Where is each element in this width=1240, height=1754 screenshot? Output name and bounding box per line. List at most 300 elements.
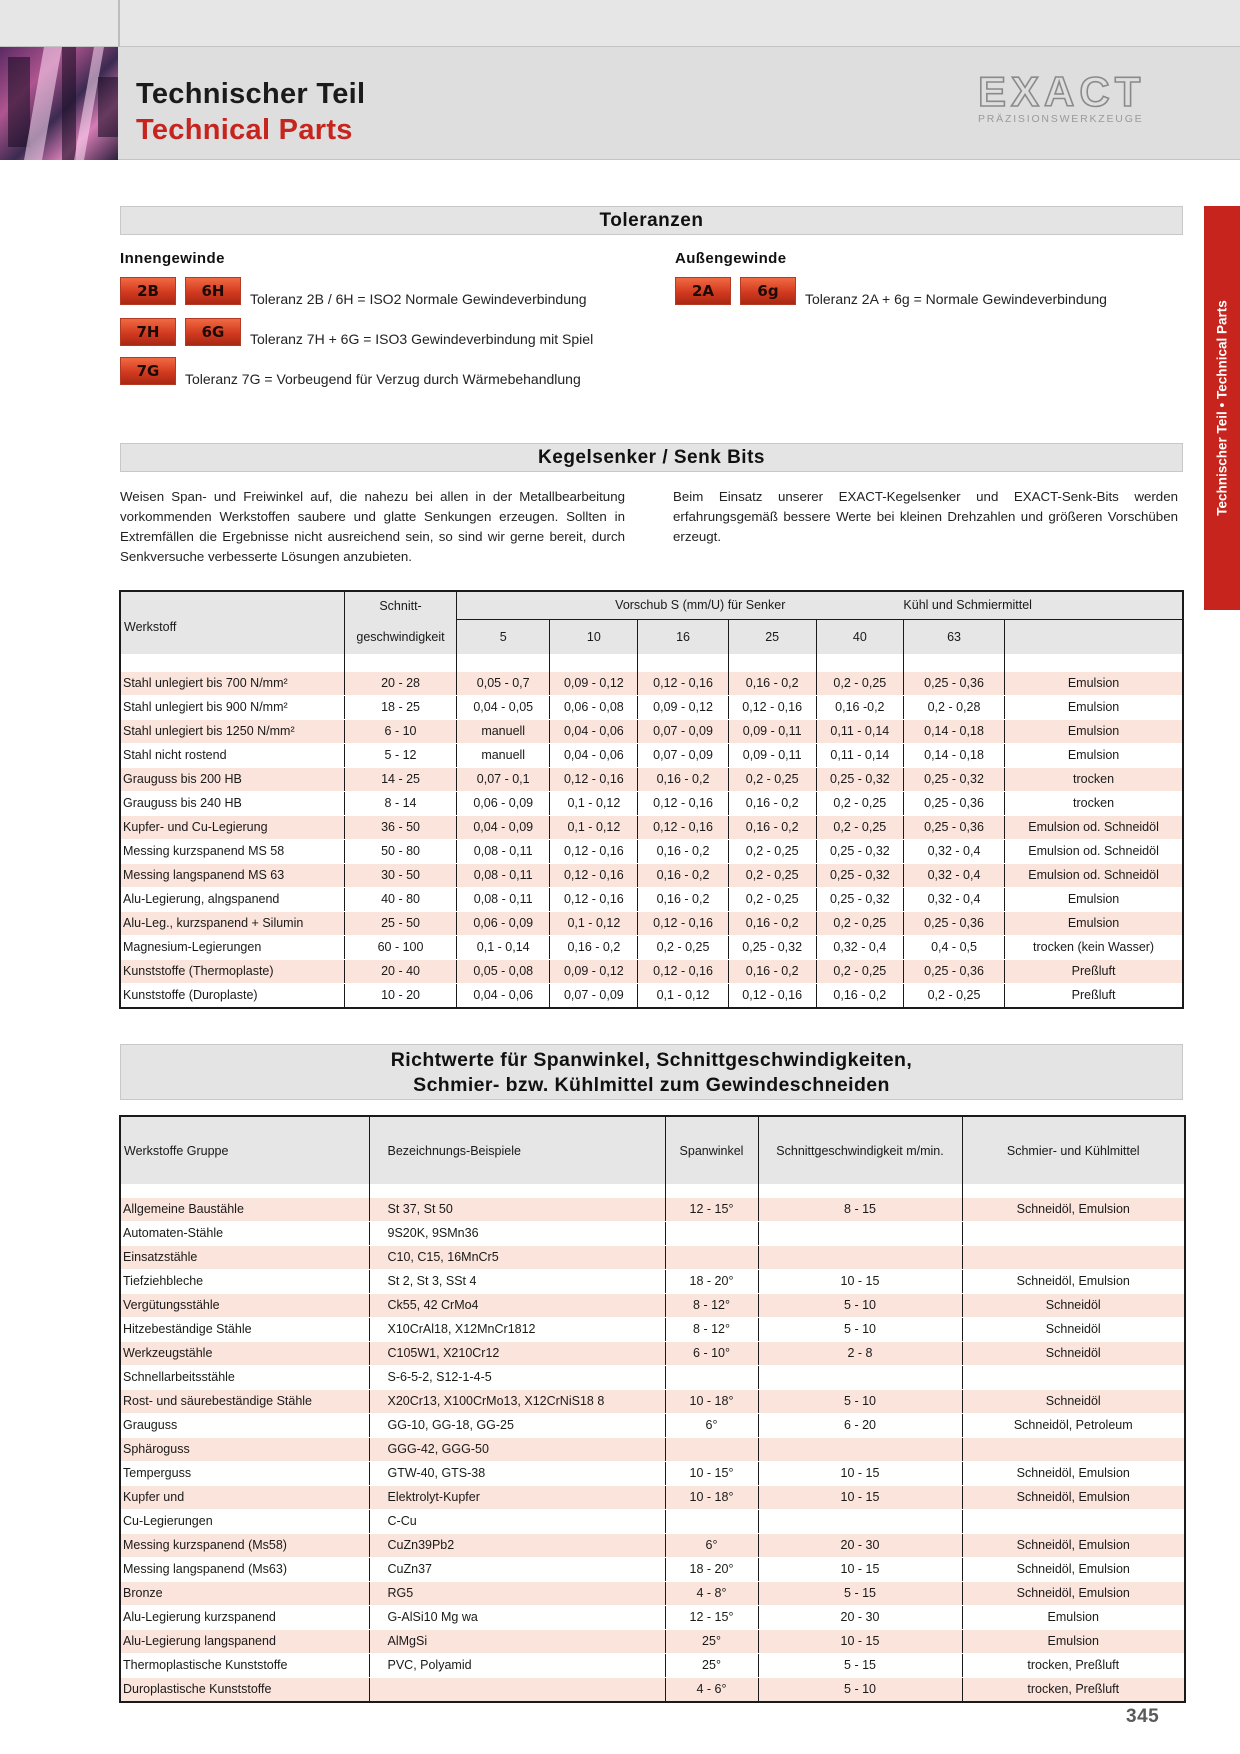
cell-schnittgeschwindigkeit: 36 - 50: [344, 816, 456, 840]
cell-schmiermittel: Schneidöl, Emulsion: [962, 1582, 1185, 1606]
cell-vorschub: 0,07 - 0,09: [638, 720, 728, 744]
cell-vorschub: 0,12 - 0,16: [638, 816, 728, 840]
cell-schmiermittel: [962, 1246, 1185, 1270]
cell-spanwinkel: 6 - 10°: [665, 1342, 758, 1366]
table-row: [120, 1390, 1185, 1414]
cell-schnittgeschwindigkeit: 20 - 40: [344, 960, 456, 984]
cell-vorschub: 0,06 - 0,08: [550, 696, 638, 720]
cell-spanwinkel: [665, 1222, 758, 1246]
tolerance-text: Toleranz 2B / 6H = ISO2 Normale Gewindeverbindung: [250, 291, 587, 307]
table-row: [120, 912, 1183, 936]
cell-spanwinkel: 6°: [665, 1534, 758, 1558]
cell-vorschub: 0,16 - 0,2: [638, 768, 728, 792]
cell-schnittgeschwindigkeit: 5 - 12: [344, 744, 456, 768]
cell-vorschub: 0,12 - 0,16: [550, 840, 638, 864]
cell-schmiermittel: Schneidöl, Emulsion: [962, 1486, 1185, 1510]
cell-vorschub: 0,2 - 0,25: [816, 672, 903, 696]
cell-schnittgeschwindigkeit: 10 - 15: [758, 1270, 962, 1294]
richtwerte-table-body: [120, 1198, 1185, 1702]
cell-schnittgeschwindigkeit: 60 - 100: [344, 936, 456, 960]
cell-vorschub: 0,2 - 0,25: [728, 768, 816, 792]
cell-schnittgeschwindigkeit: [758, 1246, 962, 1270]
cell-spanwinkel: 18 - 20°: [665, 1558, 758, 1582]
cell-vorschub: 0,2 - 0,25: [816, 960, 903, 984]
table-row: [120, 696, 1183, 720]
table-row: [120, 1438, 1185, 1462]
tolerance-badge: 6g: [740, 277, 796, 305]
cell-kuehlmittel: Emulsion: [1005, 744, 1183, 768]
table-row: [120, 1414, 1185, 1438]
cell-bezeichnung: GTW-40, GTS-38: [369, 1462, 665, 1486]
table-row: [120, 864, 1183, 888]
cell-werkstoffgruppe: Rost- und säurebeständige Stähle: [120, 1390, 369, 1414]
page-number: 345: [1126, 1706, 1160, 1727]
cell-schnittgeschwindigkeit: 25 - 50: [344, 912, 456, 936]
kegelsenker-table: [119, 590, 1184, 1009]
cell-vorschub: 0,16 -0,2: [816, 696, 903, 720]
table-row: [120, 816, 1183, 840]
cell-bezeichnung: PVC, Polyamid: [369, 1654, 665, 1678]
cell-vorschub: 0,16 - 0,2: [728, 912, 816, 936]
tolerance-badge: 6G: [185, 318, 241, 346]
cell-vorschub: 0,12 - 0,16: [638, 672, 728, 696]
cell-werkstoffgruppe: Werkzeugstähle: [120, 1342, 369, 1366]
cell-vorschub: 0,16 - 0,2: [638, 864, 728, 888]
cell-vorschub: 0,2 - 0,25: [816, 912, 903, 936]
cell-schnittgeschwindigkeit: 8 - 15: [758, 1198, 962, 1222]
cell-schmiermittel: trocken, Preßluft: [962, 1654, 1185, 1678]
tolerance-badge: 2A: [675, 277, 731, 305]
cell-werkstoffgruppe: Einsatzstähle: [120, 1246, 369, 1270]
tolerance-text: Toleranz 2A + 6g = Normale Gewindeverbindung: [805, 291, 1107, 307]
section-title-kegelsenker: Kegelsenker / Senk Bits: [120, 443, 1183, 472]
cell-schmiermittel: Schneidöl, Emulsion: [962, 1198, 1185, 1222]
cell-kuehlmittel: trocken: [1005, 768, 1183, 792]
table-row: [120, 1606, 1185, 1630]
cell-vorschub: 0,11 - 0,14: [816, 720, 903, 744]
cell-schnittgeschwindigkeit: 10 - 15: [758, 1486, 962, 1510]
cell-werkstoffgruppe: Hitzebeständige Stähle: [120, 1318, 369, 1342]
cell-kuehlmittel: Emulsion od. Schneidöl: [1005, 840, 1183, 864]
col-header-schmiermittel: Schmier- und Kühlmittel: [962, 1116, 1185, 1184]
cell-vorschub: 0,05 - 0,08: [457, 960, 550, 984]
cell-vorschub: 0,09 - 0,12: [550, 672, 638, 696]
cell-spanwinkel: 25°: [665, 1654, 758, 1678]
cell-vorschub: 0,16 - 0,2: [638, 888, 728, 912]
cell-schnittgeschwindigkeit: [758, 1366, 962, 1390]
richtwerte-table: [119, 1115, 1186, 1703]
header-rule: [118, 159, 1240, 160]
tolerance-badge: 2B: [120, 277, 176, 305]
tolerance-text: Toleranz 7G = Vorbeugend für Verzug durch Wärmebehandlung: [185, 371, 581, 387]
cell-werkstoff: Alu-Leg., kurzspanend + Silumin: [120, 912, 344, 936]
cell-bezeichnung: S-6-5-2, S12-1-4-5: [369, 1366, 665, 1390]
cell-bezeichnung: 9S20K, 9SMn36: [369, 1222, 665, 1246]
cell-schmiermittel: Schneidöl, Petroleum: [962, 1414, 1185, 1438]
cell-vorschub: 0,16 - 0,2: [728, 792, 816, 816]
cell-werkstoffgruppe: Temperguss: [120, 1462, 369, 1486]
brand-name: EXACT: [978, 68, 1146, 115]
cell-spanwinkel: 6°: [665, 1414, 758, 1438]
cell-schnittgeschwindigkeit: 8 - 14: [344, 792, 456, 816]
cell-vorschub: 0,25 - 0,36: [903, 672, 1004, 696]
cell-vorschub: 0,12 - 0,16: [550, 768, 638, 792]
cell-vorschub: 0,04 - 0,06: [457, 984, 550, 1009]
richtwerte-title-line2: Schmier- bzw. Kühlmittel zum Gewindeschneiden: [413, 1074, 890, 1096]
cell-bezeichnung: CuZn39Pb2: [369, 1534, 665, 1558]
col-header-diameter: 25: [728, 619, 816, 654]
cell-schnittgeschwindigkeit: 20 - 30: [758, 1534, 962, 1558]
cell-spanwinkel: 4 - 8°: [665, 1582, 758, 1606]
cell-spanwinkel: [665, 1510, 758, 1534]
table-row: [120, 720, 1183, 744]
cell-schnittgeschwindigkeit: 5 - 10: [758, 1390, 962, 1414]
table-row: [120, 1462, 1185, 1486]
cell-schmiermittel: [962, 1366, 1185, 1390]
table-row: [120, 1486, 1185, 1510]
col-header-bezeichnung: Bezeichnungs-Beispiele: [369, 1116, 665, 1184]
cell-vorschub: 0,04 - 0,06: [550, 720, 638, 744]
page-title-en: Technical Parts: [136, 114, 353, 146]
col-header-schnitt: Schnitt-: [344, 591, 456, 619]
table-row: [120, 1198, 1185, 1222]
table-row: [120, 1342, 1185, 1366]
cell-schnittgeschwindigkeit: 6 - 20: [758, 1414, 962, 1438]
cell-werkstoff: Messing langspanend MS 63: [120, 864, 344, 888]
cell-schmiermittel: [962, 1438, 1185, 1462]
cell-bezeichnung: G-AlSi10 Mg wa: [369, 1606, 665, 1630]
cell-werkstoffgruppe: Messing langspanend (Ms63): [120, 1558, 369, 1582]
col-header-werkstoffgruppe: Werkstoffe Gruppe: [120, 1116, 369, 1184]
side-tab-label: Technischer Teil • Technical Parts: [1214, 300, 1230, 516]
cell-vorschub: 0,09 - 0,11: [728, 720, 816, 744]
cell-bezeichnung: C10, C15, 16MnCr5: [369, 1246, 665, 1270]
cell-schnittgeschwindigkeit: 10 - 15: [758, 1630, 962, 1654]
cell-werkstoffgruppe: Tiefziehbleche: [120, 1270, 369, 1294]
cell-vorschub: 0,12 - 0,16: [638, 792, 728, 816]
section-title-richtwerte: [120, 1044, 1183, 1100]
cell-kuehlmittel: Emulsion: [1005, 720, 1183, 744]
cell-spanwinkel: 8 - 12°: [665, 1318, 758, 1342]
cell-schmiermittel: Schneidöl, Emulsion: [962, 1462, 1185, 1486]
col-header-diameter: 16: [638, 619, 728, 654]
cell-schnittgeschwindigkeit: [758, 1222, 962, 1246]
cell-kuehlmittel: trocken: [1005, 792, 1183, 816]
cell-vorschub: 0,25 - 0,32: [816, 864, 903, 888]
cell-werkstoff: Grauguss bis 200 HB: [120, 768, 344, 792]
cell-vorschub: 0,2 - 0,25: [903, 984, 1004, 1009]
aussengewinde-heading: Außengewinde: [675, 250, 787, 267]
cell-vorschub: 0,16 - 0,2: [638, 840, 728, 864]
table-row: [120, 960, 1183, 984]
cell-schnittgeschwindigkeit: 50 - 80: [344, 840, 456, 864]
cell-vorschub: 0,25 - 0,36: [903, 792, 1004, 816]
cell-schnittgeschwindigkeit: 30 - 50: [344, 864, 456, 888]
cell-kuehlmittel: trocken (kein Wasser): [1005, 936, 1183, 960]
cell-werkstoffgruppe: Kupfer und: [120, 1486, 369, 1510]
cell-werkstoffgruppe: Vergütungsstähle: [120, 1294, 369, 1318]
cell-schnittgeschwindigkeit: 18 - 25: [344, 696, 456, 720]
cell-schmiermittel: Schneidöl: [962, 1294, 1185, 1318]
cell-werkstoffgruppe: Duroplastische Kunststoffe: [120, 1678, 369, 1703]
table-row: [120, 672, 1183, 696]
cell-bezeichnung: Elektrolyt-Kupfer: [369, 1486, 665, 1510]
cell-vorschub: 0,12 - 0,16: [638, 960, 728, 984]
cell-werkstoff: Magnesium-Legierungen: [120, 936, 344, 960]
cell-vorschub: 0,04 - 0,05: [457, 696, 550, 720]
cell-werkstoffgruppe: Cu-Legierungen: [120, 1510, 369, 1534]
cell-schnittgeschwindigkeit: 14 - 25: [344, 768, 456, 792]
cell-bezeichnung: AlMgSi: [369, 1630, 665, 1654]
cell-vorschub: 0,2 - 0,28: [903, 696, 1004, 720]
cell-spanwinkel: 10 - 15°: [665, 1462, 758, 1486]
cell-vorschub: 0,09 - 0,12: [638, 696, 728, 720]
cell-schmiermittel: Emulsion: [962, 1606, 1185, 1630]
cell-kuehlmittel: Emulsion: [1005, 888, 1183, 912]
cell-werkstoff: Kupfer- und Cu-Legierung: [120, 816, 344, 840]
cell-bezeichnung: CuZn37: [369, 1558, 665, 1582]
tolerance-badge: 7G: [120, 357, 176, 385]
cell-vorschub: 0,04 - 0,06: [550, 744, 638, 768]
cell-werkstoff: Stahl nicht rostend: [120, 744, 344, 768]
cell-werkstoffgruppe: Messing kurzspanend (Ms58): [120, 1534, 369, 1558]
cell-vorschub: 0,25 - 0,36: [903, 816, 1004, 840]
table-row: [120, 792, 1183, 816]
col-header-diameter: 40: [816, 619, 903, 654]
cell-kuehlmittel: Preßluft: [1005, 984, 1183, 1009]
cell-werkstoff: Alu-Legierung, alngspanend: [120, 888, 344, 912]
cell-schmiermittel: trocken, Preßluft: [962, 1678, 1185, 1703]
cell-schnittgeschwindigkeit: 5 - 15: [758, 1654, 962, 1678]
cell-vorschub: 0,06 - 0,09: [457, 792, 550, 816]
col-header-diameter: 63: [903, 619, 1004, 654]
cell-vorschub: 0,32 - 0,4: [903, 888, 1004, 912]
tolerance-badge: 7H: [120, 318, 176, 346]
cell-bezeichnung: St 37, St 50: [369, 1198, 665, 1222]
cell-vorschub: 0,14 - 0,18: [903, 720, 1004, 744]
cell-vorschub: 0,05 - 0,7: [457, 672, 550, 696]
cell-schmiermittel: Schneidöl, Emulsion: [962, 1558, 1185, 1582]
cell-vorschub: 0,07 - 0,09: [638, 744, 728, 768]
tolerance-text: Toleranz 7H + 6G = ISO3 Gewindeverbindung mit Spiel: [250, 331, 594, 347]
cell-vorschub: 0,2 - 0,25: [728, 840, 816, 864]
cell-vorschub: 0,25 - 0,32: [728, 936, 816, 960]
cell-werkstoff: Stahl unlegiert bis 900 N/mm²: [120, 696, 344, 720]
cell-vorschub: 0,25 - 0,32: [816, 840, 903, 864]
table-row: [120, 768, 1183, 792]
col-header-empty: [1005, 619, 1183, 654]
kegelsenker-text-right: Beim Einsatz unserer EXACT-Kegelsenker und EXACT-Senk-Bits werden erfahrungsgemäß bessere Werte bei kleinen Drehzahlen und größeren Vorschüben erzeugt.: [673, 489, 1178, 544]
table-row: [120, 1246, 1185, 1270]
cell-bezeichnung: X10CrAl18, X12MnCr1812: [369, 1318, 665, 1342]
cell-kuehlmittel: Emulsion od. Schneidöl: [1005, 864, 1183, 888]
cell-schnittgeschwindigkeit: 10 - 15: [758, 1462, 962, 1486]
cell-werkstoff: Messing kurzspanend MS 58: [120, 840, 344, 864]
table-row: [120, 888, 1183, 912]
cell-vorschub: 0,25 - 0,32: [816, 768, 903, 792]
cell-schmiermittel: Schneidöl: [962, 1318, 1185, 1342]
cell-schmiermittel: Schneidöl: [962, 1342, 1185, 1366]
cell-kuehlmittel: Emulsion: [1005, 696, 1183, 720]
col-header-werkstoff: Werkstoff: [120, 591, 344, 654]
cell-vorschub: 0,32 - 0,4: [903, 864, 1004, 888]
tolerance-badge: 6H: [185, 277, 241, 305]
cell-vorschub: 0,2 - 0,25: [816, 792, 903, 816]
table-row: [120, 1318, 1185, 1342]
cell-werkstoff: Stahl unlegiert bis 700 N/mm²: [120, 672, 344, 696]
col-header-kuehl: Kühl und Schmiermittel: [903, 591, 1183, 619]
cell-spanwinkel: 4 - 6°: [665, 1678, 758, 1703]
cell-kuehlmittel: Emulsion: [1005, 912, 1183, 936]
cell-schmiermittel: [962, 1222, 1185, 1246]
cell-spanwinkel: 12 - 15°: [665, 1198, 758, 1222]
cell-werkstoffgruppe: Grauguss: [120, 1414, 369, 1438]
cell-vorschub: 0,2 - 0,25: [728, 888, 816, 912]
cell-vorschub: 0,07 - 0,1: [457, 768, 550, 792]
cell-werkstoffgruppe: Thermoplastische Kunststoffe: [120, 1654, 369, 1678]
table-row: [120, 1558, 1185, 1582]
innengewinde-heading: Innengewinde: [120, 250, 225, 267]
cell-vorschub: 0,09 - 0,11: [728, 744, 816, 768]
cell-vorschub: 0,1 - 0,14: [457, 936, 550, 960]
cell-spanwinkel: 8 - 12°: [665, 1294, 758, 1318]
cell-vorschub: 0,2 - 0,25: [816, 816, 903, 840]
cell-vorschub: 0,07 - 0,09: [550, 984, 638, 1009]
cell-werkstoffgruppe: Automaten-Stähle: [120, 1222, 369, 1246]
cell-werkstoffgruppe: Alu-Legierung kurzspanend: [120, 1606, 369, 1630]
cell-kuehlmittel: Preßluft: [1005, 960, 1183, 984]
col-header-diameter: 5: [457, 619, 550, 654]
cell-vorschub: 0,16 - 0,2: [728, 672, 816, 696]
page-title-de: Technischer Teil: [136, 78, 366, 110]
cell-werkstoffgruppe: Allgemeine Baustähle: [120, 1198, 369, 1222]
cell-werkstoffgruppe: Alu-Legierung langspanend: [120, 1630, 369, 1654]
cell-werkstoff: Grauguss bis 240 HB: [120, 792, 344, 816]
cell-vorschub: 0,08 - 0,11: [457, 888, 550, 912]
cell-schnittgeschwindigkeit: 5 - 10: [758, 1678, 962, 1703]
col-header-spanwinkel: Spanwinkel: [665, 1116, 758, 1184]
brand-tagline: PRÄZISIONSWERKZEUGE: [978, 113, 1144, 125]
cell-vorschub: 0,04 - 0,09: [457, 816, 550, 840]
col-header-schnittgeschwindigkeit: Schnittgeschwindigkeit m/min.: [758, 1116, 962, 1184]
brand-logo: [978, 68, 1146, 125]
cell-vorschub: 0,12 - 0,16: [550, 864, 638, 888]
table-row: [120, 1654, 1185, 1678]
cell-vorschub: 0,1 - 0,12: [550, 912, 638, 936]
cell-vorschub: 0,06 - 0,09: [457, 912, 550, 936]
table-row: [120, 1222, 1185, 1246]
cell-schmiermittel: Schneidöl, Emulsion: [962, 1534, 1185, 1558]
cell-vorschub: 0,16 - 0,2: [728, 816, 816, 840]
cell-vorschub: 0,12 - 0,16: [728, 984, 816, 1009]
table-row: [120, 984, 1183, 1009]
cell-bezeichnung: X20Cr13, X100CrMo13, X12CrNiS18 8: [369, 1390, 665, 1414]
cell-vorschub: 0,1 - 0,12: [550, 816, 638, 840]
cell-werkstoff: Stahl unlegiert bis 1250 N/mm²: [120, 720, 344, 744]
cell-spanwinkel: 10 - 18°: [665, 1486, 758, 1510]
table-row: [120, 936, 1183, 960]
cell-schnittgeschwindigkeit: 5 - 10: [758, 1294, 962, 1318]
cell-vorschub: 0,16 - 0,2: [550, 936, 638, 960]
cell-vorschub: 0,12 - 0,16: [638, 912, 728, 936]
cell-vorschub: 0,12 - 0,16: [550, 888, 638, 912]
cell-schnittgeschwindigkeit: 2 - 8: [758, 1342, 962, 1366]
col-header-vorschub: Vorschub S (mm/U) für Senker: [457, 591, 904, 619]
cell-schmiermittel: Schneidöl, Emulsion: [962, 1270, 1185, 1294]
cell-vorschub: 0,09 - 0,12: [550, 960, 638, 984]
table-row: [120, 1294, 1185, 1318]
cell-werkstoffgruppe: Sphäroguss: [120, 1438, 369, 1462]
cell-schnittgeschwindigkeit: [758, 1510, 962, 1534]
cell-werkstoffgruppe: Bronze: [120, 1582, 369, 1606]
cell-bezeichnung: GG-10, GG-18, GG-25: [369, 1414, 665, 1438]
col-header-geschwindigkeit: geschwindigkeit: [344, 619, 456, 654]
cell-vorschub: 0,32 - 0,4: [816, 936, 903, 960]
cell-vorschub: 0,2 - 0,25: [728, 864, 816, 888]
cell-vorschub: 0,12 - 0,16: [728, 696, 816, 720]
cell-vorschub: 0,25 - 0,36: [903, 960, 1004, 984]
cell-vorschub: 0,2 - 0,25: [638, 936, 728, 960]
table-row: [120, 744, 1183, 768]
cell-vorschub: 0,32 - 0,4: [903, 840, 1004, 864]
cell-spanwinkel: [665, 1366, 758, 1390]
cell-werkstoff: Kunststoffe (Thermoplaste): [120, 960, 344, 984]
cell-vorschub: 0,16 - 0,2: [728, 960, 816, 984]
table-row: [120, 1510, 1185, 1534]
table-row: [120, 1582, 1185, 1606]
kegelsenker-table-body: [120, 672, 1183, 1008]
table-row: [120, 1630, 1185, 1654]
cell-schmiermittel: [962, 1510, 1185, 1534]
cell-schnittgeschwindigkeit: 5 - 15: [758, 1582, 962, 1606]
cell-schnittgeschwindigkeit: 20 - 30: [758, 1606, 962, 1630]
cell-vorschub: 0,16 - 0,2: [816, 984, 903, 1009]
cell-spanwinkel: 12 - 15°: [665, 1606, 758, 1630]
table-row: [120, 1534, 1185, 1558]
cell-kuehlmittel: Emulsion: [1005, 672, 1183, 696]
kegelsenker-text-left: Weisen Span- und Freiwinkel auf, die nahezu bei allen in der Metallbearbeitung vorkommenden Werkstoffen saubere und glatte Senkungen erzeugen. Sollten in Extremfällen die Ergebnisse nicht ausreichend sein, so sind wir gerne bereit, durch Senkversuche verbesserte Lösungen anzubieten.: [120, 489, 625, 564]
header-divider: [118, 0, 120, 47]
cell-schnittgeschwindigkeit: 6 - 10: [344, 720, 456, 744]
cell-spanwinkel: 18 - 20°: [665, 1270, 758, 1294]
cell-spanwinkel: 25°: [665, 1630, 758, 1654]
cell-vorschub: 0,25 - 0,36: [903, 912, 1004, 936]
table-row: [120, 1678, 1185, 1703]
cell-kuehlmittel: Emulsion od. Schneidöl: [1005, 816, 1183, 840]
cell-vorschub: 0,11 - 0,14: [816, 744, 903, 768]
cell-spanwinkel: 10 - 18°: [665, 1390, 758, 1414]
cell-vorschub: 0,08 - 0,11: [457, 864, 550, 888]
header-top-strip: [0, 0, 1240, 47]
cell-bezeichnung: St 2, St 3, SSt 4: [369, 1270, 665, 1294]
cell-bezeichnung: RG5: [369, 1582, 665, 1606]
cell-vorschub: manuell: [457, 720, 550, 744]
cell-vorschub: 0,4 - 0,5: [903, 936, 1004, 960]
table-row: [120, 1366, 1185, 1390]
cell-schnittgeschwindigkeit: [758, 1438, 962, 1462]
cell-schmiermittel: Emulsion: [962, 1630, 1185, 1654]
cell-vorschub: 0,25 - 0,32: [903, 768, 1004, 792]
col-header-diameter: 10: [550, 619, 638, 654]
cell-schnittgeschwindigkeit: 20 - 28: [344, 672, 456, 696]
cell-schnittgeschwindigkeit: 10 - 15: [758, 1558, 962, 1582]
cell-bezeichnung: GGG-42, GGG-50: [369, 1438, 665, 1462]
cell-vorschub: 0,08 - 0,11: [457, 840, 550, 864]
table-row: [120, 840, 1183, 864]
cell-bezeichnung: C105W1, X210Cr12: [369, 1342, 665, 1366]
cell-spanwinkel: [665, 1438, 758, 1462]
cell-schnittgeschwindigkeit: 10 - 20: [344, 984, 456, 1009]
